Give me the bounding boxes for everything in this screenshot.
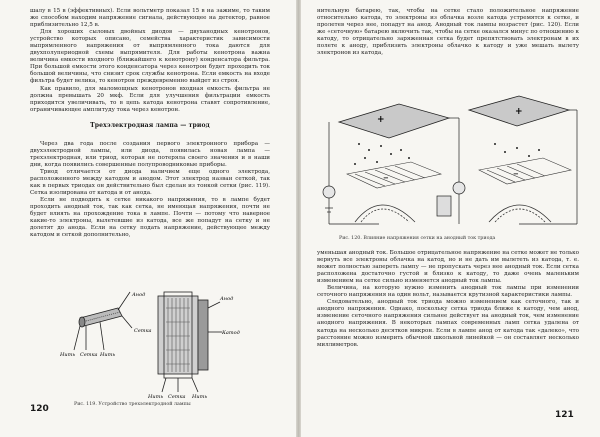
- grid-voltage-effect-figure: [319, 92, 581, 234]
- label-filament: Нить: [60, 352, 76, 358]
- figure-caption: Рис. 119. Устройство трехэлектродной лампы: [74, 402, 191, 407]
- right-text-bottom: [317, 250, 579, 349]
- plus-sign: +: [377, 115, 385, 125]
- label-grid: Сетка: [80, 352, 98, 358]
- label-grid: Сетка: [168, 394, 186, 400]
- right-page: [301, 0, 600, 437]
- anode-plate: [339, 96, 569, 138]
- label-filament: Нить: [192, 394, 208, 400]
- paragraph: Для хороших сыловых двойных диодов — двуханодных кенотронов, устройство которых описано, семейства характеристик зависимости выпрямленного напряжения от выпрямленного тока даются для двухполупериодной схемы выпрямителя. Для работы кенотрона важна величина емкости входного (ближайшего к кенотрону) конденсатора фильтра. При большой емкости этого конденсатора через кенотрон будет проходить ток большой величины, что снизит срок службы кенотрона. Если емкость на входе фильтра будет велика, то кенотрон преждевременно выйдет из строя.: [30, 29, 270, 85]
- paragraph: Следовательно, анодный ток триода можно изменением как сеточного, так и анодного напряжения. Однако, поскольку сетка триода ближе к катоду, чем анод, изменение сеточного напряжения сильнее действует на анодный ток, чем изменение анодного напряжения. В некоторых лампах современных ламп сетка удалена от катода на несколько десятков микрон. Если в лампе анод от катода так «далеко», что расстояние можно измерить обычной школьной линейкой — он составляет несколько миллиметров.: [317, 299, 579, 348]
- paragraph: Величина, на которую нужно изменить анодный ток лампы при изменении сеточного напряжения на один вольт, называется крутизной характеристики лампы.: [317, 285, 579, 299]
- left-text-top: [30, 8, 270, 239]
- paragraph: Если не подводить к сетке никакого напряжения, то в лампе будет проходить анодный ток, так как сетка, не имеющая напряжения, почти не будет влиять на прохождение тока в лампе. Почти — потому что наверное какие-то электроны, вылетевшие из катода, все же попадут на сетку и не долетят до анода. Если на сетку подать напряжение, действующее между катодом и сеткой дополнительно,: [30, 197, 270, 239]
- minus-sign: −: [513, 169, 519, 178]
- label-anode: Анод: [132, 292, 146, 298]
- paragraph: шалу в 15 в (эффективных). Если вольтметр показал 15 в на зажиме, то таким же способом находим напряжение сигнала, действующее на детектор, равное приблизительно 12,5 в.: [30, 8, 270, 29]
- paragraph: Как правило, для маломощных кенотронов входная емкость фильтра не должна превышать 20 мкф. Если для улучшения фильтрации емкость приходится увеличивать, то в цепь катода кенотрона ставят сопротивление, ограничивающее амплитуду тока через кенотрон.: [30, 85, 270, 113]
- triode-sketch-large: [158, 292, 222, 392]
- figure-caption: Рис. 120. Влияние напряжения сетки на анодный ток триода: [339, 236, 496, 241]
- triode-sketch-small: [74, 292, 132, 350]
- section-heading: Трехэлектродная лампа — триод: [90, 121, 210, 129]
- triode-structure-figure: [60, 288, 260, 400]
- label-anode: Анод: [220, 296, 234, 302]
- paragraph: Триод отличается от диода наличием еще одного электрода, расположенного между катодом и анодом. Этот электрод назван сеткой, так как в первых триодах он действительно был сделан из тонкой сетки (рис. 119). Сетка изолирована от катода и от анода.: [30, 168, 270, 197]
- plus-sign: +: [515, 107, 523, 117]
- left-page: [0, 0, 296, 437]
- cathode-arc: [355, 205, 551, 222]
- page-number: 121: [555, 410, 574, 420]
- paragraph: уменьшая анодный ток. Большое отрицательное напряжение на сетке может не только вернуть все электроны облачка на катод, но и не дать им вылететь из катода, т. е. может полностью запереть лампу — не пропускать через нее анодный ток. Если сетка расположена достаточно густой и близко к катоду, то даже очень маленьким изменением на сетке сильно изменяется анодный ток лампы.: [317, 250, 579, 285]
- label-cathode: Катод: [222, 330, 240, 336]
- right-text-top: [317, 8, 579, 57]
- paragraph: нительную батарею, так, чтобы на сетке стало положительное напряжение относительно катода, то электроны из облачка возле катода устремятся к сетке, и пролетев через нее, попадут на анод. Анодный ток лампы возрастет (рис. 120). Если же «сеточную» батарею включить так, чтобы на сетке оказался минус по отношению к катоду, то отрицательно заряженная сетка будет препятствовать электронам в их полете к аноду, приблизить электроны облачко к катоду и уже мешать вылету электронов из катода,: [317, 8, 579, 57]
- label-filament: Нить: [148, 394, 164, 400]
- electron-cloud: [354, 143, 540, 165]
- label-grid: Сетка: [134, 328, 152, 334]
- page-number: 120: [30, 404, 49, 414]
- minus-sign: −: [383, 173, 389, 182]
- label-filament: Нить: [100, 352, 116, 358]
- paragraph: Через два года после создания первого электронного прибора — двухэлектродной лампы, или диода, появилась новая лампа — трехэлектродная, или триод, которая не потеряла своего значения и в наши дни, когда появились совершенные полупроводниковые приборы.: [30, 140, 270, 168]
